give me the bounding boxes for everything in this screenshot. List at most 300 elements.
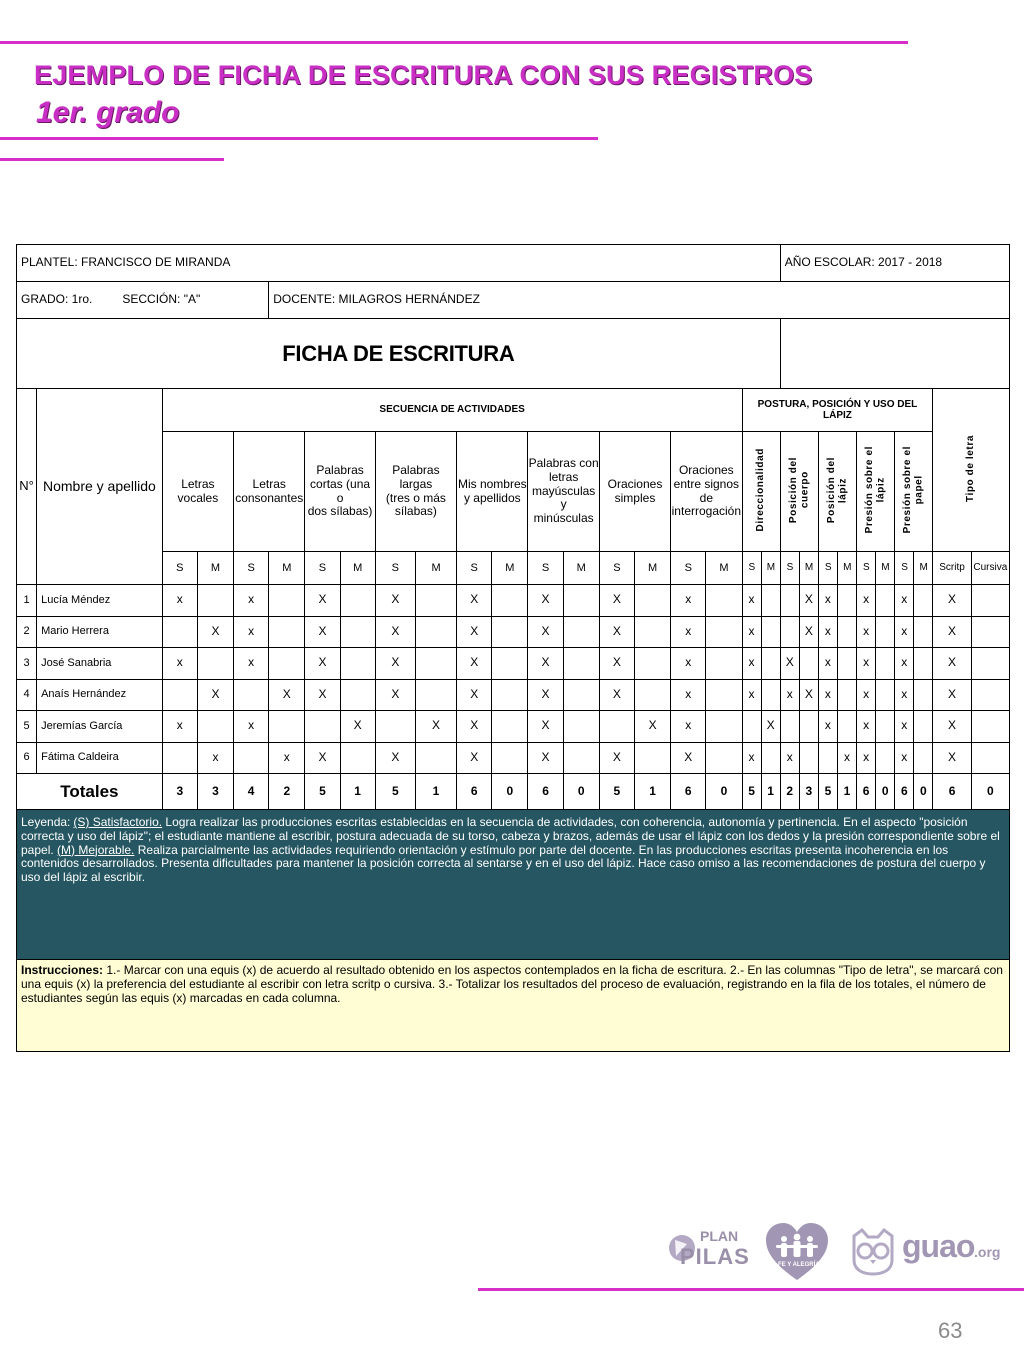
sm-label: M	[563, 552, 599, 585]
sheet-row-grade	[17, 282, 1010, 319]
mark-cell	[837, 648, 856, 680]
total-value: 1	[837, 774, 856, 810]
mark-cell	[340, 648, 375, 680]
mark-cell	[492, 585, 528, 617]
mark-cell	[971, 679, 1009, 711]
sm-label: S	[857, 552, 876, 585]
activity-header-line: Palabras	[316, 462, 364, 477]
mark-cell: X	[305, 585, 340, 617]
activity-header-line: Palabras con	[528, 456, 599, 470]
total-value: 0	[971, 774, 1009, 810]
mark-cell	[197, 711, 233, 743]
total-value: 6	[457, 774, 492, 810]
posture-header-text	[788, 457, 811, 523]
mark-cell: x	[742, 648, 761, 680]
total-value: 4	[234, 774, 269, 810]
mark-cell: X	[761, 711, 780, 743]
owl-icon	[848, 1226, 898, 1276]
mark-cell	[634, 742, 670, 774]
mark-cell: X	[457, 742, 492, 774]
name-header: Nombre y apellido	[37, 389, 163, 585]
mark-cell	[197, 585, 233, 617]
mark-cell	[780, 711, 799, 743]
total-value: 3	[197, 774, 233, 810]
sm-label: S	[305, 552, 340, 585]
mark-cell: x	[857, 679, 876, 711]
mark-cell: X	[415, 711, 456, 743]
grade-label: GRADO: 1ro.	[21, 292, 93, 307]
bottom-rule	[478, 1288, 1024, 1291]
fe-y-alegria-caption: FE Y ALEGRÍA	[778, 1262, 820, 1268]
mark-cell: x	[780, 742, 799, 774]
mark-cell	[971, 742, 1009, 774]
total-value: 2	[780, 774, 799, 810]
mark-cell: x	[162, 585, 197, 617]
total-value: 3	[799, 774, 818, 810]
mark-cell: X	[599, 585, 634, 617]
activity-header-line: Palabras largas	[392, 462, 440, 491]
mark-cell: X	[340, 711, 375, 743]
posture-header-line: lápiz	[837, 476, 849, 503]
activity-header	[599, 432, 670, 552]
mark-cell	[914, 679, 933, 711]
total-value: 6	[857, 774, 876, 810]
guao-logo	[848, 1222, 1010, 1282]
mark-cell: x	[818, 585, 837, 617]
activity-header-line: entre signos	[673, 476, 740, 491]
sheet-row-title	[17, 319, 1010, 389]
mark-cell	[162, 616, 197, 648]
teacher-cell: DOCENTE: MILAGROS HERNÁNDEZ	[269, 282, 1010, 319]
legend-row	[17, 810, 1010, 960]
mark-cell: X	[780, 648, 799, 680]
school-year-cell: AÑO ESCOLAR: 2017 - 2018	[780, 245, 1009, 282]
sm-label: S	[671, 552, 706, 585]
mark-cell	[563, 616, 599, 648]
mark-cell	[269, 585, 305, 617]
student-row	[17, 616, 1010, 648]
mark-cell	[837, 679, 856, 711]
writing-record-sheet	[16, 244, 1010, 1052]
mark-cell	[761, 742, 780, 774]
mark-cell: X	[305, 616, 340, 648]
total-value: 5	[742, 774, 761, 810]
mark-cell	[563, 679, 599, 711]
mark-cell	[799, 648, 818, 680]
mark-cell: X	[305, 742, 340, 774]
mark-cell	[563, 648, 599, 680]
mark-cell: X	[197, 616, 233, 648]
mark-cell: x	[269, 742, 305, 774]
total-value: 3	[162, 774, 197, 810]
mark-cell: x	[818, 679, 837, 711]
plantel-cell: PLANTEL: FRANCISCO DE MIRANDA	[17, 245, 781, 282]
posture-header-line: Direccionalidad	[755, 447, 767, 532]
activity-header-line: consonantes	[235, 490, 304, 505]
totals-row	[17, 774, 1010, 810]
guao-suffix: .org	[974, 1244, 1001, 1260]
mark-cell: X	[528, 679, 563, 711]
mark-cell	[742, 711, 761, 743]
student-number: 4	[17, 679, 37, 711]
mark-cell: x	[895, 742, 914, 774]
mark-cell: x	[742, 616, 761, 648]
mark-cell: X	[933, 742, 971, 774]
mark-cell	[914, 585, 933, 617]
mark-cell	[818, 742, 837, 774]
mark-cell	[305, 711, 340, 743]
total-value: 0	[706, 774, 742, 810]
mark-cell: x	[895, 679, 914, 711]
activity-header	[528, 432, 599, 552]
mark-cell: X	[634, 711, 670, 743]
legend-m-text: Realiza parcialmente las actividades requiriendo orientación y estímulo por parte del docente. En las producciones escritas presenta incoherencia en los contenidos desarrollados. Presenta dificultades para mantener la posición correcta al sentarse y en el uso del lápiz. Hace caso omiso a las recomendaciones de postura del cuerpo y uso del lápiz al escribir.	[21, 842, 986, 885]
sm-label: S	[818, 552, 837, 585]
posture-header	[818, 432, 856, 552]
activity-header-line: Mis nombres	[457, 476, 527, 491]
totals-label: Totales	[17, 774, 163, 810]
plan-pilas-bottom: PILAS	[680, 1244, 750, 1269]
sm-label: M	[415, 552, 456, 585]
plan-pilas-logo	[666, 1222, 750, 1282]
total-value: 5	[818, 774, 837, 810]
sm-label: S	[742, 552, 761, 585]
mark-cell	[876, 711, 895, 743]
legend-s-term: (S) Satisfactorio.	[73, 815, 163, 829]
guao-name: guao	[902, 1228, 975, 1264]
student-number: 2	[17, 616, 37, 648]
posture-header	[857, 432, 895, 552]
mark-cell	[971, 711, 1009, 743]
sm-label: M	[837, 552, 856, 585]
activity-header-line: letras	[548, 469, 579, 484]
sm-label: M	[340, 552, 375, 585]
mark-cell: X	[599, 648, 634, 680]
mark-cell	[563, 711, 599, 743]
mark-cell: X	[528, 711, 563, 743]
mark-cell	[837, 585, 856, 617]
mark-cell: x	[857, 711, 876, 743]
mark-cell: X	[457, 648, 492, 680]
posture-group-header: POSTURA, POSICIÓN Y USO DEL LÁPIZ	[742, 389, 933, 432]
mark-cell	[415, 616, 456, 648]
sm-label: M	[706, 552, 742, 585]
mark-cell: X	[933, 679, 971, 711]
total-value: 1	[415, 774, 456, 810]
short-underline	[0, 158, 224, 161]
mark-cell	[914, 742, 933, 774]
posture-header-line: lápiz	[875, 476, 887, 503]
activity-header-line: vocales	[177, 490, 219, 505]
mark-cell	[914, 648, 933, 680]
sm-label: S	[599, 552, 634, 585]
mark-cell	[706, 648, 742, 680]
mark-cell	[269, 616, 305, 648]
fe-y-alegria-logo	[764, 1222, 830, 1282]
sheet-row-headers	[17, 432, 1010, 552]
student-row	[17, 648, 1010, 680]
mark-cell: X	[305, 679, 340, 711]
mark-cell: x	[818, 616, 837, 648]
sm-label: M	[761, 552, 780, 585]
mark-cell: X	[933, 616, 971, 648]
activities-group-header: SECUENCIA DE ACTIVIDADES	[162, 389, 742, 432]
mark-cell	[876, 679, 895, 711]
student-name: Jeremías García	[37, 711, 163, 743]
mark-cell: X	[457, 616, 492, 648]
activity-header-line: y apellidos	[463, 490, 521, 505]
mark-cell: X	[457, 585, 492, 617]
mark-cell	[563, 585, 599, 617]
total-value: 2	[269, 774, 305, 810]
activity-header-line: interrogación	[671, 504, 742, 519]
sm-label: M	[197, 552, 233, 585]
mark-cell: X	[528, 648, 563, 680]
mark-cell	[340, 679, 375, 711]
mark-cell	[706, 711, 742, 743]
activity-header-line: de	[699, 490, 713, 505]
student-name: Lucía Méndez	[37, 585, 163, 617]
instructions-label: Instrucciones:	[21, 963, 104, 977]
instructions-cell	[17, 960, 1010, 1052]
mark-cell	[706, 742, 742, 774]
mark-cell: x	[742, 679, 761, 711]
mark-cell	[837, 711, 856, 743]
sm-label: M	[914, 552, 933, 585]
total-value: 1	[340, 774, 375, 810]
mark-cell: x	[857, 742, 876, 774]
mark-cell: x	[818, 711, 837, 743]
mark-cell: x	[742, 742, 761, 774]
page-number: 63	[938, 1318, 963, 1343]
sm-label: M	[799, 552, 818, 585]
mark-cell: x	[818, 648, 837, 680]
mark-cell: X	[305, 648, 340, 680]
instructions-text: 1.- Marcar con una equis (x) de acuerdo al resultado obtenido en los aspectos contemplados en la ficha de escritura. 2.- En las columnas "Tipo de letra", se marcará con una equis (x) la preferencia del estudiante al escribir con letra scritp o cursiva. 3.- Totalizar los resultados del proceso de evaluación, registrando en la fila de los totales, el número de estudiantes según las equis (x) marcadas en cada columna.	[21, 963, 1003, 1005]
top-rule	[0, 41, 908, 44]
mark-cell	[706, 616, 742, 648]
title-underline	[0, 137, 598, 140]
mark-cell	[415, 742, 456, 774]
student-name: José Sanabria	[37, 648, 163, 680]
mark-cell: x	[742, 585, 761, 617]
mark-cell	[914, 711, 933, 743]
total-value: 0	[563, 774, 599, 810]
total-value: 1	[634, 774, 670, 810]
sm-label: S	[895, 552, 914, 585]
activity-header-line: Letras	[252, 476, 286, 491]
mark-cell: X	[457, 679, 492, 711]
sm-label: S	[528, 552, 563, 585]
mark-cell	[415, 648, 456, 680]
mark-cell	[971, 585, 1009, 617]
mark-cell: x	[857, 616, 876, 648]
mark-cell: x	[895, 585, 914, 617]
mark-cell: X	[671, 742, 706, 774]
mark-cell: X	[599, 742, 634, 774]
posture-header-text	[826, 457, 849, 523]
mark-cell: X	[933, 711, 971, 743]
mark-cell: X	[599, 679, 634, 711]
student-name: Anaís Hernández	[37, 679, 163, 711]
total-value: 5	[599, 774, 634, 810]
mark-cell: x	[895, 616, 914, 648]
letter-type-header	[933, 389, 1010, 552]
sm-label: S	[375, 552, 415, 585]
mark-cell	[162, 742, 197, 774]
mark-cell	[761, 679, 780, 711]
plan-pilas-top: PLAN	[700, 1228, 739, 1244]
sm-label: M	[492, 552, 528, 585]
mark-cell	[234, 742, 269, 774]
mark-cell	[375, 711, 415, 743]
sm-label: M	[876, 552, 895, 585]
mark-cell	[162, 679, 197, 711]
logos-strip	[666, 1222, 1010, 1282]
mark-cell	[340, 742, 375, 774]
mark-cell	[634, 679, 670, 711]
mark-cell	[634, 616, 670, 648]
posture-header	[780, 432, 818, 552]
mark-cell	[971, 648, 1009, 680]
instructions-row	[17, 960, 1010, 1052]
legend-cell	[17, 810, 1010, 960]
mark-cell: x	[671, 648, 706, 680]
mark-cell	[492, 648, 528, 680]
sheet-row-groups	[17, 389, 1010, 432]
mark-cell	[876, 648, 895, 680]
mark-cell: x	[671, 711, 706, 743]
activity-header-line: Oraciones	[678, 462, 734, 477]
mark-cell: x	[671, 679, 706, 711]
mark-cell	[340, 616, 375, 648]
student-row	[17, 679, 1010, 711]
mark-cell	[197, 648, 233, 680]
posture-header-text	[755, 448, 767, 531]
sheet-row-sm	[17, 552, 1010, 585]
mark-cell	[706, 585, 742, 617]
mark-cell: x	[197, 742, 233, 774]
mark-cell: x	[895, 648, 914, 680]
mark-cell	[780, 616, 799, 648]
legend-label: Leyenda:	[21, 815, 71, 829]
sm-label: M	[269, 552, 305, 585]
mark-cell: X	[528, 585, 563, 617]
total-value: 5	[375, 774, 415, 810]
total-value: 6	[895, 774, 914, 810]
posture-header-line: Presión sobre el	[864, 445, 876, 534]
posture-header-line: cuerpo	[799, 471, 811, 509]
mark-cell: X	[933, 585, 971, 617]
mark-cell: X	[269, 679, 305, 711]
mark-cell: X	[599, 616, 634, 648]
mark-cell	[799, 742, 818, 774]
activity-header-line: mayúsculas y	[531, 483, 596, 512]
mark-cell	[780, 585, 799, 617]
mark-cell: X	[528, 616, 563, 648]
activity-header	[671, 432, 742, 552]
mark-cell	[634, 585, 670, 617]
activity-header	[375, 432, 456, 552]
mark-cell	[234, 679, 269, 711]
sm-label: S	[162, 552, 197, 585]
posture-header-line: Posición del	[787, 456, 799, 523]
mark-cell	[971, 616, 1009, 648]
legend-s-text: Logra realizar las producciones escritas establecidas en la secuencia de actividades, con coherencia, autonomía y pertinencia. En el aspecto "posición correcta y uso del lápiz"; el estudiante mantiene al escribir, postura adecuada de su torso, cabeza y brazos, además de usar el lápiz con los dedos y la presión correspondiente sobre el papel.	[21, 815, 1000, 857]
sheet-title: FICHA DE ESCRITURA	[17, 319, 781, 389]
mark-cell	[269, 711, 305, 743]
mark-cell: x	[857, 585, 876, 617]
mark-cell: X	[197, 679, 233, 711]
mark-cell	[761, 616, 780, 648]
mark-cell: X	[375, 742, 415, 774]
posture-header-text	[864, 446, 887, 533]
total-value: 0	[876, 774, 895, 810]
student-number: 3	[17, 648, 37, 680]
activity-header	[457, 432, 528, 552]
student-row	[17, 742, 1010, 774]
student-name: Mario Herrera	[37, 616, 163, 648]
mark-cell: X	[799, 679, 818, 711]
mark-cell	[761, 648, 780, 680]
mark-cell: x	[234, 616, 269, 648]
mark-cell	[492, 679, 528, 711]
total-value: 6	[528, 774, 563, 810]
mark-cell: x	[671, 585, 706, 617]
letter-type-label: Tipo de letra	[965, 434, 977, 502]
mark-cell: X	[375, 616, 415, 648]
posture-header	[895, 432, 933, 552]
slide-subtitle: 1er. grado	[36, 96, 180, 129]
slide-title: EJEMPLO DE FICHA DE ESCRITURA CON SUS REGISTROS	[34, 60, 813, 90]
mark-cell: X	[799, 585, 818, 617]
mark-cell: X	[457, 711, 492, 743]
activity-header-line: Letras	[181, 476, 215, 491]
mark-cell	[876, 742, 895, 774]
mark-cell	[876, 585, 895, 617]
sm-label: S	[457, 552, 492, 585]
number-header: N°	[17, 389, 37, 585]
section-label: SECCIÓN: "A"	[122, 292, 201, 307]
mark-cell: x	[671, 616, 706, 648]
activity-header	[305, 432, 375, 552]
mark-cell	[706, 679, 742, 711]
mark-cell: x	[234, 711, 269, 743]
mark-cell	[492, 742, 528, 774]
student-number: 1	[17, 585, 37, 617]
letter-type-col: Scritp	[933, 552, 971, 585]
mark-cell: x	[895, 711, 914, 743]
grade-section-cell	[17, 282, 269, 319]
student-number: 6	[17, 742, 37, 774]
mark-cell	[340, 585, 375, 617]
total-value: 6	[671, 774, 706, 810]
mark-cell	[837, 616, 856, 648]
mark-cell	[492, 616, 528, 648]
activity-header	[162, 432, 233, 552]
total-value: 1	[761, 774, 780, 810]
mark-cell	[876, 616, 895, 648]
mark-cell: x	[162, 648, 197, 680]
mark-cell	[914, 616, 933, 648]
total-value: 6	[933, 774, 971, 810]
activity-header-line: dos sílabas)	[307, 504, 373, 519]
mark-cell: x	[857, 648, 876, 680]
activity-header-line: minúsculas	[533, 511, 594, 526]
mark-cell: x	[234, 648, 269, 680]
legend-m-term: (M) Mejorable.	[57, 842, 135, 857]
mark-cell	[563, 742, 599, 774]
